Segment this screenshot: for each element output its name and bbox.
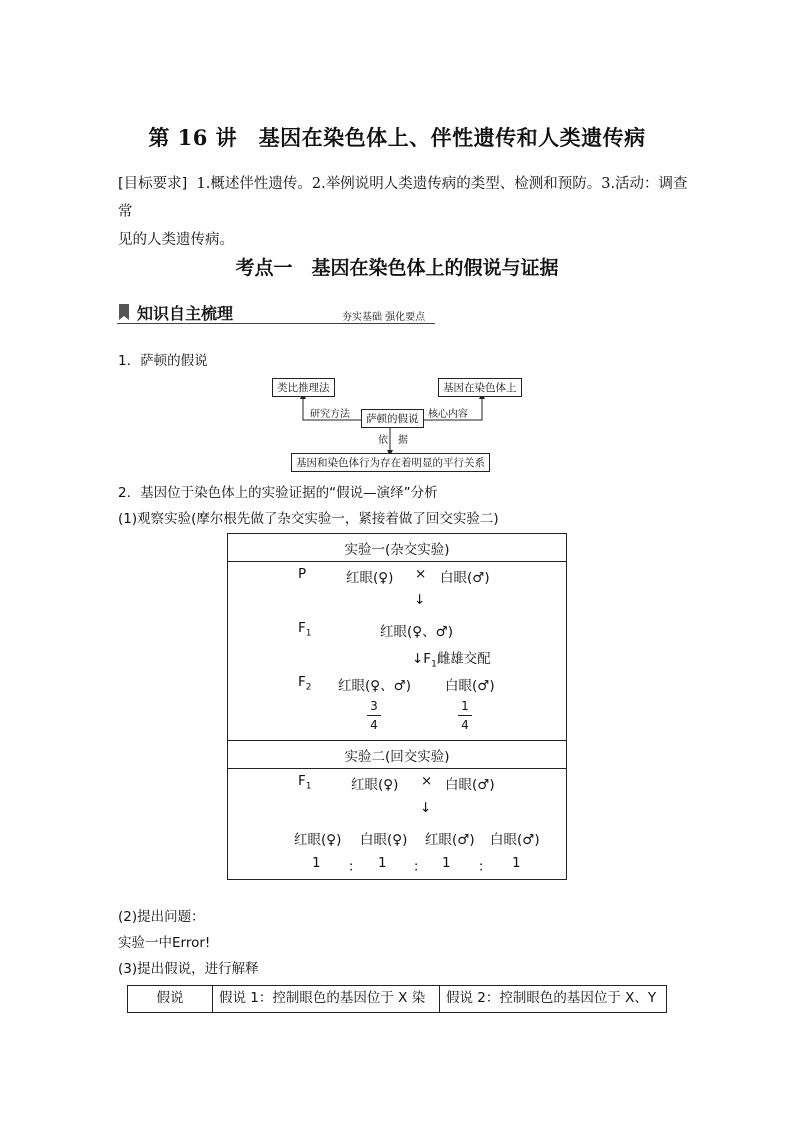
method-label: 研究方法: [310, 409, 350, 420]
basis-label: 依 据: [378, 435, 408, 446]
parallel-relation-box: 基因和染色体行为存在着明显的平行关系: [291, 453, 490, 472]
mating-arrow: ↓F: [412, 651, 432, 667]
fraction-white: [458, 699, 472, 732]
exp2-left: 红眼(♀): [351, 777, 399, 793]
offspring-2: 白眼(♀): [360, 832, 408, 848]
section-header: [117, 300, 435, 324]
page-title: 第 16 讲 基因在染色体上、伴性遗传和人类遗传病: [148, 125, 646, 150]
method-box: 类比推理法: [272, 378, 335, 397]
f2-red: 红眼(♀、♂): [338, 678, 412, 694]
fraction-red: [367, 699, 381, 732]
fraction-white-num: 1: [461, 699, 469, 713]
hyp-col-3: 假说 2：控制眼色的基因位于 X、Y: [440, 986, 667, 1013]
f1-label: F: [298, 620, 306, 636]
cross-sign: ×: [415, 566, 427, 582]
ratio-2: 1: [378, 855, 387, 871]
p-female: 红眼(♀): [346, 570, 394, 586]
exp1-header: 实验一(杂交实验): [228, 534, 567, 562]
exp2-header: 实验二(回交实验): [228, 741, 567, 769]
item-2-1: (1)观察实验(摩尔根先做了杂交实验一，紧接着做了回交实验二): [118, 511, 499, 527]
item-2-2: (2)提出问题：: [118, 909, 205, 925]
p-male: 白眼(♂): [440, 570, 490, 586]
f1-phenotype: 红眼(♀、♂): [380, 624, 454, 640]
offspring-1: 红眼(♀): [294, 832, 342, 848]
f1-sub: 1: [305, 628, 312, 639]
section-label: 知识自主梳理: [137, 304, 234, 323]
ratio-sep-2: ：: [413, 859, 427, 875]
sutton-hypothesis-box: 萨顿的假说: [361, 409, 424, 428]
fraction-white-den: 4: [461, 718, 469, 732]
hyp-col-2: 假说 1：控制眼色的基因位于 X 染: [213, 986, 440, 1013]
item-1-heading: 1．萨顿的假说: [118, 353, 208, 369]
p-label: P: [298, 566, 307, 582]
mating-text: 雌雄交配: [436, 651, 491, 667]
down-arrow: ↓: [414, 592, 426, 608]
core-content-box: 基因在染色体上: [438, 378, 522, 397]
ratio-sep-1: ：: [348, 859, 362, 875]
learning-goals: [118, 170, 698, 254]
goals-label: [目标要求]: [118, 176, 188, 192]
experiment-table: [227, 533, 567, 880]
fraction-red-num: 3: [370, 699, 378, 713]
goals-line-2: 见的人类遗传病。: [118, 232, 234, 248]
section-tag: 夯实基础 强化要点: [342, 312, 426, 323]
item-2-3: (3)提出假说，进行解释: [118, 961, 259, 977]
exp2-cross: ×: [421, 773, 433, 789]
goals-line-1: 1.概述伴性遗传。2.举例说明人类遗传病的类型、检测和预防。3.活动：调查常: [118, 176, 688, 220]
f2-white: 白眼(♂): [445, 678, 495, 694]
fraction-red-den: 4: [370, 718, 378, 732]
item-2-heading: 2．基因位于染色体上的实验证据的“假说—演绎”分析: [118, 485, 438, 501]
ratio-sep-3: ：: [478, 859, 492, 875]
exp2-f1-label: F: [298, 773, 306, 789]
f2-label: F: [298, 674, 306, 690]
exp2-f1-sub: 1: [305, 781, 312, 792]
f2-sub: 2: [305, 682, 312, 693]
exp2-body: [228, 769, 567, 880]
section-underline: [117, 323, 435, 324]
exp2-right: 白眼(♂): [445, 777, 495, 793]
core-label: 核心内容: [428, 409, 468, 420]
sutton-diagram: [270, 375, 530, 470]
offspring-3: 红眼(♂): [425, 832, 475, 848]
ratio-4: 1: [512, 855, 521, 871]
ratio-3: 1: [442, 855, 451, 871]
ratio-1: 1: [312, 855, 321, 871]
offspring-4: 白眼(♂): [490, 832, 540, 848]
exp2-arrow: ↓: [420, 800, 432, 816]
exp1-body: [228, 562, 567, 741]
hyp-col-1: 假说: [128, 986, 213, 1013]
mating-sub: 1: [431, 659, 437, 670]
error-line: 实验一中Error!: [118, 935, 211, 951]
hypothesis-table: [127, 985, 667, 1013]
bookmark-icon: [117, 303, 131, 321]
kaodian-title: 考点一 基因在染色体上的假说与证据: [235, 257, 559, 279]
